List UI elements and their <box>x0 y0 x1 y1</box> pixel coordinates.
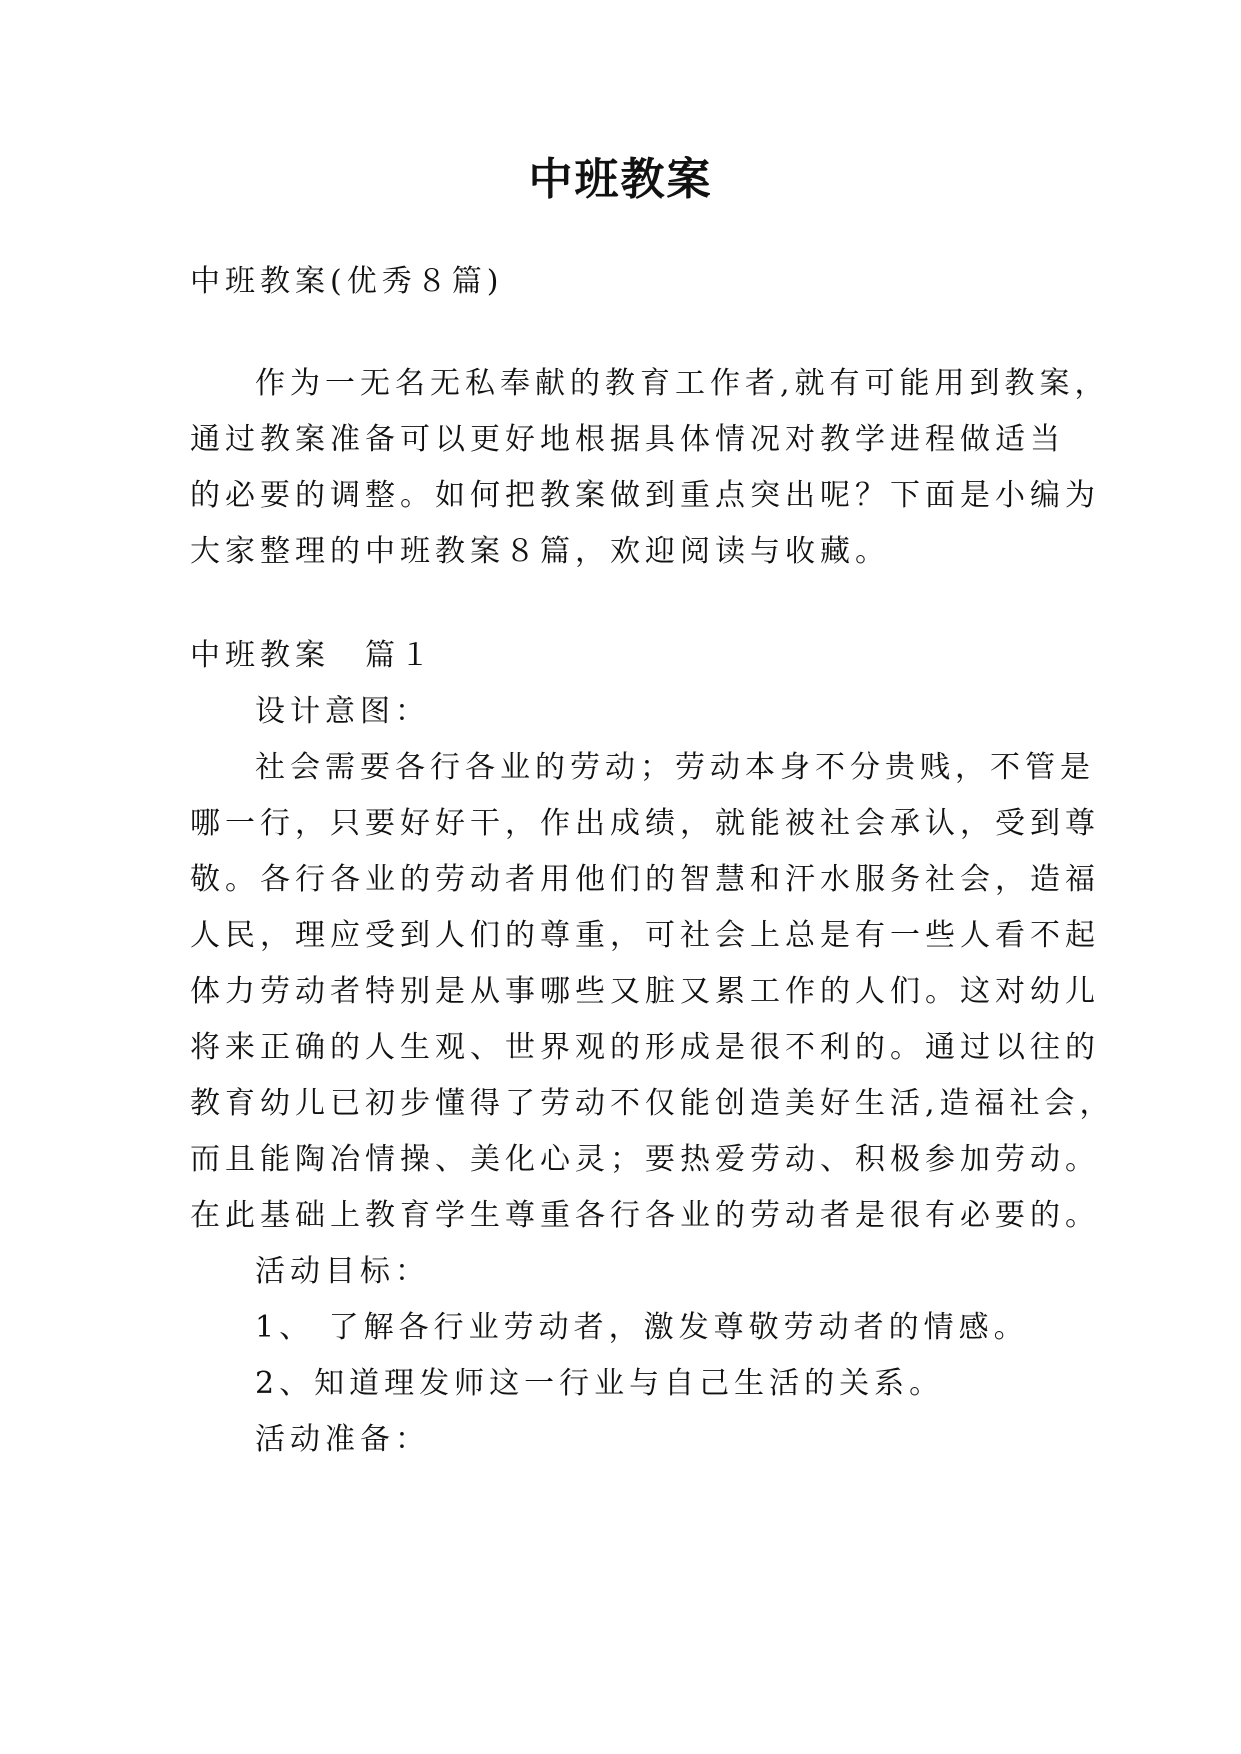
design-line: 在此基础上教育学生尊重各行各业的劳动者是很有必要的。 <box>190 1198 1100 1233</box>
goal-item: 1、 了解各行业劳动者，激发尊敬劳动者的情感。 <box>255 1310 1029 1345</box>
prep-label: 活动准备： <box>255 1422 430 1457</box>
design-label: 设计意图： <box>255 694 430 729</box>
design-line: 体力劳动者特别是从事哪些又脏又累工作的人们。这对幼儿 <box>190 974 1100 1009</box>
page-title: 中班教案 <box>528 154 713 205</box>
intro-line: 的必要的调整。如何把教案做到重点突出呢？下面是小编为 <box>190 478 1100 513</box>
design-line: 人民，理应受到人们的尊重，可社会上总是有一些人看不起 <box>190 918 1100 953</box>
design-line: 哪一行，只要好好干，作出成绩，就能被社会承认，受到尊 <box>190 806 1100 841</box>
intro-line: 作为一无名无私奉献的教育工作者,就有可能用到教案， <box>255 366 1110 401</box>
design-line: 社会需要各行各业的劳动；劳动本身不分贵贱，不管是 <box>255 750 1095 785</box>
intro-line: 通过教案准备可以更好地根据具体情况对教学进程做适当 <box>190 422 1065 457</box>
design-line: 将来正确的人生观、世界观的形成是很不利的。通过以往的 <box>190 1030 1100 1065</box>
intro-line: 大家整理的中班教案８篇，欢迎阅读与收藏。 <box>190 534 890 569</box>
goals-label: 活动目标： <box>255 1254 430 1289</box>
design-line: 敬。各行各业的劳动者用他们的智慧和汗水服务社会，造福 <box>190 862 1100 897</box>
section-heading: 中班教案 篇１ <box>190 638 435 673</box>
subtitle: 中班教案(优秀８篇) <box>190 264 504 299</box>
goal-item: 2、知道理发师这一行业与自己生活的关系。 <box>255 1366 945 1401</box>
design-line: 教育幼儿已初步懂得了劳动不仅能创造美好生活,造福社会， <box>190 1086 1115 1121</box>
design-line: 而且能陶冶情操、美化心灵；要热爱劳动、积极参加劳动。 <box>190 1142 1100 1177</box>
